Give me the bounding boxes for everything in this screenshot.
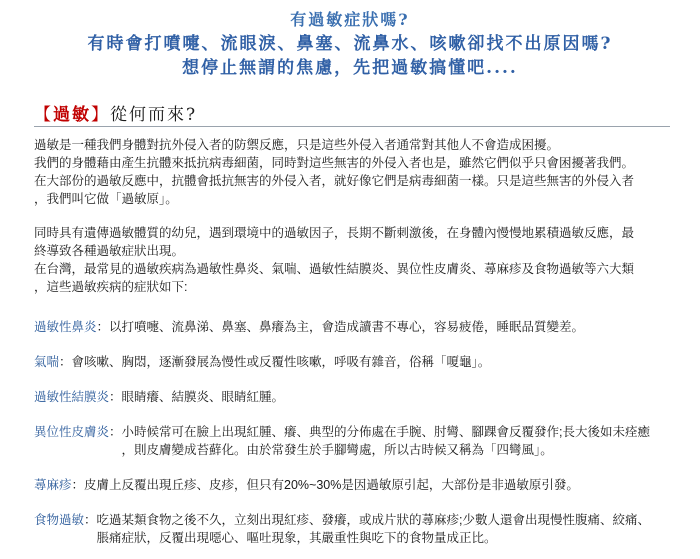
section-divider xyxy=(34,126,670,127)
bracket-open: 【 xyxy=(34,105,53,125)
condition-asthma: 氣喘 ： 會咳嗽、胸悶，逐漸發展為慢性或反覆性咳嗽，呼吸有雜音，俗稱「嗄龜」。 xyxy=(34,353,674,371)
section-title-rest: 從何而來? xyxy=(110,105,198,125)
condition-food-allergy: 食物過敏 ： 吃過某類食物之後不久，立刻出現紅疹、發癢，或成片狀的蕁麻疹;少數人還會出現慢性腹痛、絞痛、 脹痛症狀，反覆出現噁心、嘔吐現象，其嚴重性與吃下的食物量成正比。 xyxy=(34,511,674,547)
condition-allergic-rhinitis: 過敏性鼻炎 ： 以打噴嚏、流鼻涕、鼻塞、鼻癢為主，會造成讀書不專心，容易疲倦，睡眠品質變差。 xyxy=(34,318,674,336)
condition-desc: 會咳嗽、胸悶，逐漸發展為慢性或反覆性咳嗽，呼吸有雜音，俗稱「嗄龜」。 xyxy=(71,355,491,369)
article-body xyxy=(34,136,674,547)
header-line-1: 有過敏症狀嗎? xyxy=(290,10,410,29)
condition-desc: 皮膚上反覆出現丘疹、皮疹，但只有20%~30%是因過敏原引起，大部份是非過敏原引發。 xyxy=(84,478,579,492)
condition-desc: 吃過某類食物之後不久，立刻出現紅疹、發癢，或成片狀的蕁麻疹;少數人還會出現慢性腹痛、絞痛、 脹痛症狀，反覆出現噁心、嘔吐現象，其嚴重性與吃下的食物量成正比。 xyxy=(96,513,651,545)
header-line-3: 想停止無謂的焦慮，先把過敏搞懂吧.... xyxy=(182,58,518,78)
condition-desc: 以打噴嚏、流鼻涕、鼻塞、鼻癢為主，會造成讀書不專心，容易疲倦，睡眠品質變差。 xyxy=(109,320,585,334)
condition-urticaria: 蕁麻疹 ： 皮膚上反覆出現丘疹、皮疹，但只有20%~30%是因過敏原引起，大部份是非過敏原引發。 xyxy=(34,476,674,494)
condition-atopic-dermatitis: 異位性皮膚炎 ： 小時候常可在臉上出現紅腫、癢、典型的分佈處在手腕、肘彎、腳踝會反覆發作;長大後如未痊癒 ，則皮膚變成苔蘚化。由於常發生於手腳彎處，所以古時候又稱為「四彎風」。 xyxy=(34,423,674,459)
condition-term: 食物過敏 xyxy=(34,513,85,527)
condition-desc: 眼睛癢、結膜炎、眼睛紅腫。 xyxy=(121,390,285,404)
condition-allergic-conjunctivitis: 過敏性結膜炎 ： 眼睛癢、結膜炎、眼睛紅腫。 xyxy=(34,388,674,406)
genetics-paragraph xyxy=(34,224,674,296)
intro-line: 過敏是一種我們身體對抗外侵入者的防禦反應，只是這些外侵入者通常對其他人不會造成困擾。 xyxy=(34,138,560,152)
condition-term: 過敏性結膜炎 xyxy=(34,390,110,404)
bracket-word: 過敏 xyxy=(53,105,91,125)
genetics-line: 同時具有遺傳過敏體質的幼兒，遇到環境中的過敏因子，長期不斷刺激後，在身體內慢慢地累積過敏反應，最 xyxy=(34,226,635,240)
condition-term: 蕁麻疹 xyxy=(34,478,72,492)
intro-paragraph xyxy=(34,136,674,208)
condition-desc: 小時候常可在臉上出現紅腫、癢、典型的分佈處在手腕、肘彎、腳踝會反覆發作;長大後如未痊癒 ，則皮膚變成苔蘚化。由於常發生於手腳彎處，所以古時候又稱為「四彎風」。 xyxy=(121,425,651,457)
bracket-close: 】 xyxy=(91,105,110,125)
intro-line: ，我們叫它做「過敏原」。 xyxy=(34,192,178,206)
intro-line: 在大部份的過敏反應中，抗體會抵抗無害的外侵入者，就好像它們是病毒細菌一樣。只是這些無害的外侵入者 xyxy=(34,174,635,188)
condition-term: 過敏性鼻炎 xyxy=(34,320,97,334)
header-line-2: 有時會打噴嚏、流眼淚、鼻塞、流鼻水、咳嗽卻找不出原因嗎? xyxy=(87,34,613,54)
condition-term: 異位性皮膚炎 xyxy=(34,425,110,439)
genetics-line: 終導致各種過敏症狀出現。 xyxy=(34,244,185,258)
section-title xyxy=(34,100,197,125)
genetics-line: 在台灣，最常見的過敏疾病為過敏性鼻炎、氣喘、過敏性結膜炎、異位性皮膚炎、蕁麻疹及食物過敏等六大類 xyxy=(34,262,635,276)
genetics-line: ，這些過敏疾病的症狀如下: xyxy=(34,280,188,294)
condition-term: 氣喘 xyxy=(34,355,60,369)
page-header xyxy=(0,8,700,80)
intro-line: 我們的身體藉由產生抗體來抵抗病毒細菌，同時對這些無害的外侵入者也是，雖然它們似乎只會困擾著我們。 xyxy=(34,156,635,170)
